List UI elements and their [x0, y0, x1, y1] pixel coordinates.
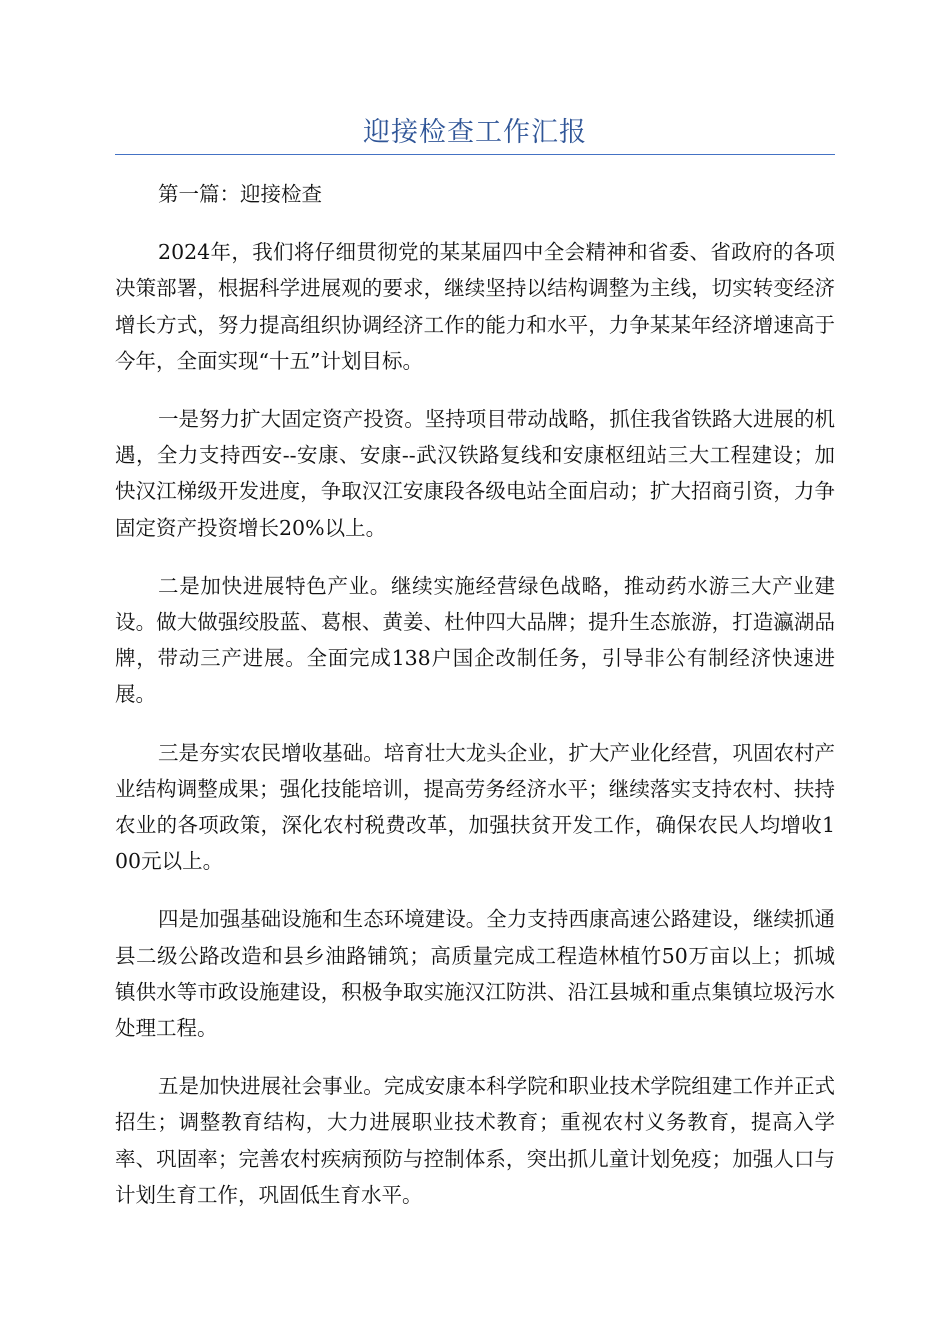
title-underline: [115, 154, 835, 155]
paragraph-item-5: 五是加快进展社会事业。完成安康本科学院和职业技术学院组建工作并正式招生；调整教育结构，大力进展职业技术教育；重视农村义务教育，提高入学率、巩固率；完善农村疾病预防与控制体系，突出抓儿童计划免疫；加强人口与计划生育工作，巩固低生育水平。: [115, 1074, 835, 1207]
paragraph-intro: 2024年，我们将仔细贯彻党的某某届四中全会精神和省委、省政府的各项决策部署，根据科学进展观的要求，继续坚持以结构调整为主线，切实转变经济增长方式，努力提高组织协调经济工作的能力和水平，力争某某年经济增速高于今年，全面实现“十五”计划目标。: [115, 240, 835, 373]
document-title: 迎接检查工作汇报: [363, 117, 587, 148]
document-body: [115, 176, 835, 1235]
section-heading: 第一篇：迎接检查: [158, 182, 323, 206]
paragraph-item-1: 一是努力扩大固定资产投资。坚持项目带动战略，抓住我省铁路大进展的机遇，全力支持西安--安康、安康--武汉铁路复线和安康枢纽站三大工程建设；加快汉江梯级开发进度，争取汉江安康段各级电站全面启动；扩大招商引资，力争固定资产投资增长20%以上。: [115, 407, 835, 540]
paragraph-item-2: 二是加快进展特色产业。继续实施经营绿色战略，推动药水游三大产业建设。做大做强绞股蓝、葛根、黄姜、杜仲四大品牌；提升生态旅游，打造瀛湖品牌，带动三产进展。全面完成138户国企改制任务，引导非公有制经济快速进展。: [115, 573, 835, 707]
paragraph-item-4: 四是加强基础设施和生态环境建设。全力支持西康高速公路建设，继续抓通县二级公路改造和县乡油路铺筑；高质量完成工程造林植竹50万亩以上；抓城镇供水等市政设施建设，积极争取实施汉江防洪、沿江县城和重点集镇垃圾污水处理工程。: [115, 907, 835, 1041]
paragraph-item-3: 三是夯实农民增收基础。培育壮大龙头企业，扩大产业化经营，巩固农村产业结构调整成果；强化技能培训，提高劳务经济水平；继续落实支持农村、扶持农业的各项政策，深化农村税费改革，加强扶贫开发工作，确保农民人均增收100元以上。: [115, 740, 835, 874]
